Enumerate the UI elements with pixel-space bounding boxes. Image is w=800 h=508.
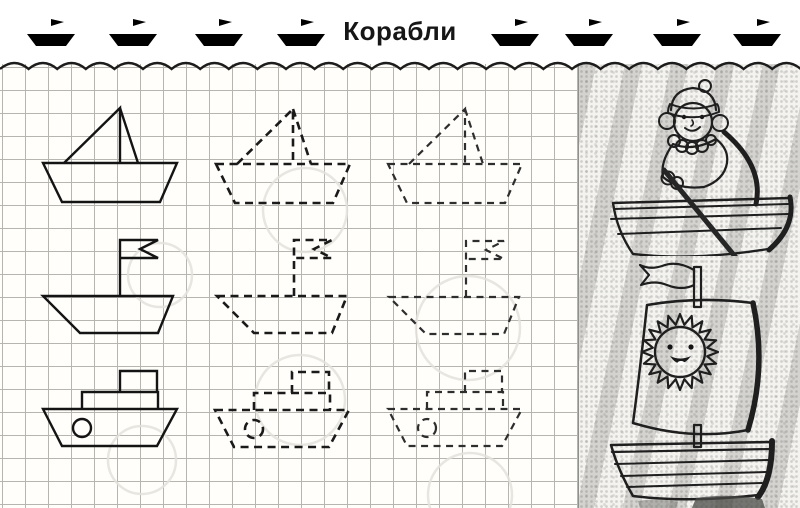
sun-sail-boat-illustration [578,255,800,508]
paper-boat-trace-2 [388,109,522,203]
worksheet-title: Корабли [343,16,457,46]
sun-rays [642,314,718,390]
flag-boat-solid [43,240,173,333]
steamboat-solid [43,371,177,446]
paper-boat-trace-1 [216,109,350,203]
paper-watermark [108,168,520,508]
oar [664,170,738,256]
sail [633,300,759,434]
flag-boat-trace-1 [217,240,347,333]
pennant-flag [640,264,694,288]
paper-boat-solid [43,108,177,202]
trace-figures [0,70,578,508]
sun-face [655,327,705,377]
rowing-child-illustration [578,70,800,256]
steamboat-trace-2 [388,371,522,446]
